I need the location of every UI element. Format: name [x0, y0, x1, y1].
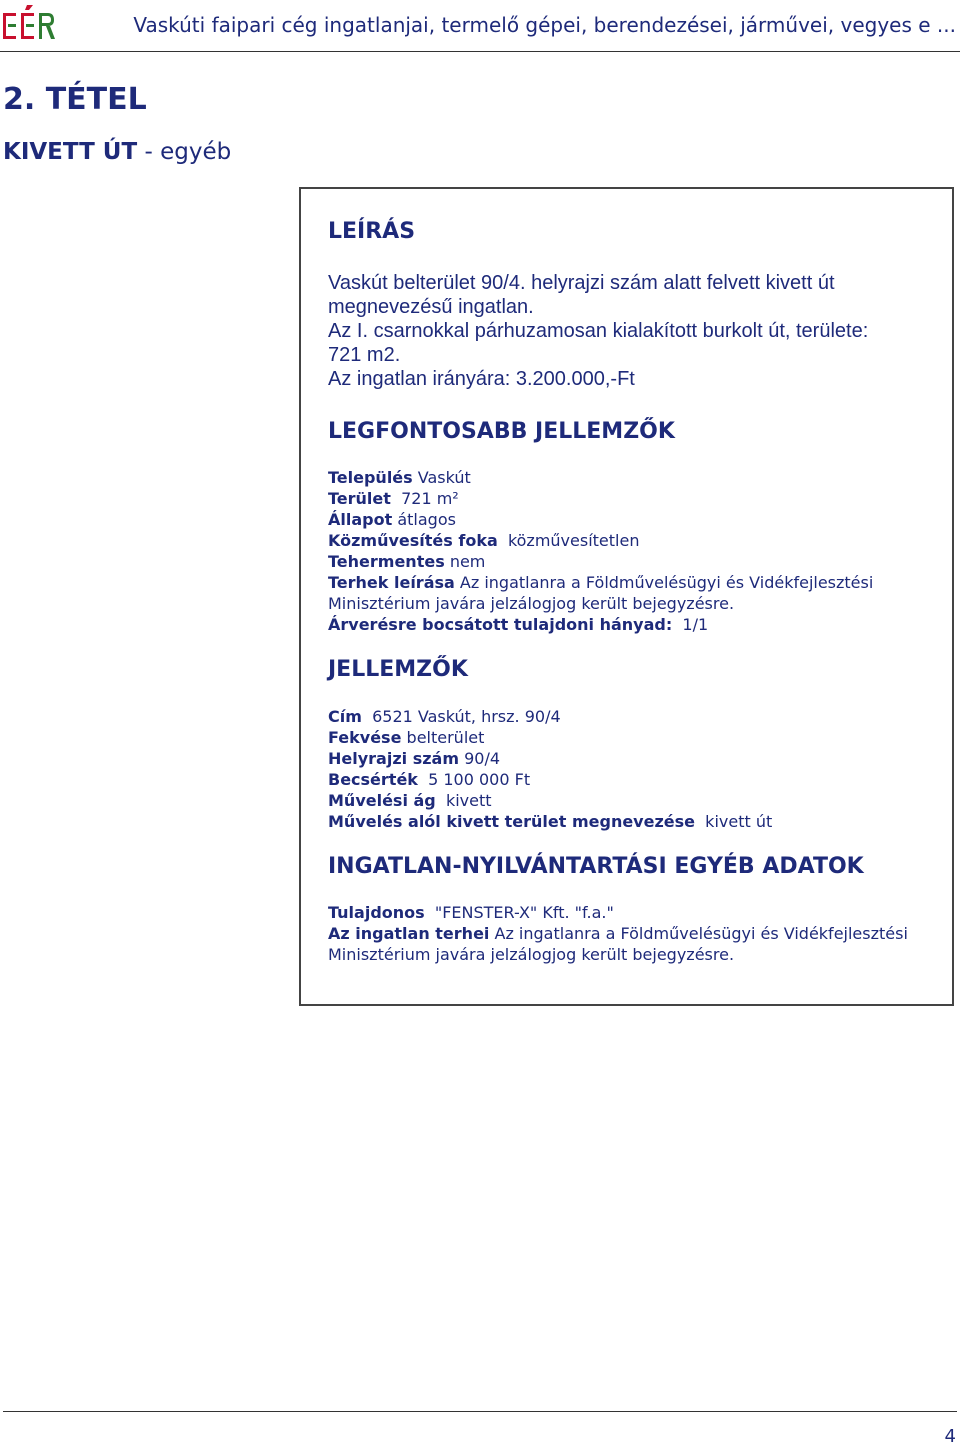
- characteristic-value: kivett: [445, 791, 492, 810]
- description-text: [328, 271, 868, 391]
- characteristic-value: 6521 Vaskút, hrsz. 90/4: [372, 707, 561, 726]
- key-features-list: [328, 467, 873, 635]
- section-heading-leiras: LEÍRÁS: [328, 219, 416, 244]
- lot-subtitle: [3, 139, 231, 165]
- description-line: Az ingatlan irányára: 3.200.000,-Ft: [328, 368, 635, 390]
- feature-value: Az ingatlanra a Földművelésügyi és Vidékfejlesztési: [459, 573, 874, 592]
- characteristic-row: [328, 811, 772, 832]
- feature-key: Állapot: [328, 510, 393, 529]
- registry-row: [328, 902, 908, 923]
- feature-value: Minisztérium javára jelzálogjog került bejegyzésre.: [328, 594, 735, 613]
- feature-row: [328, 467, 873, 488]
- characteristics-list: [328, 706, 772, 832]
- feature-key: Tehermentes: [328, 552, 445, 571]
- feature-key: Terület: [328, 489, 391, 508]
- feature-value: 1/1: [682, 615, 709, 634]
- details-box: [299, 187, 954, 1006]
- header-title: Vaskúti faipari cég ingatlanjai, termelő gépei, berendezései, járművei, vegyes e ...: [133, 13, 956, 37]
- feature-value: Vaskút: [417, 468, 471, 487]
- feature-row: [328, 572, 873, 593]
- registry-list: [328, 902, 908, 965]
- registry-key: Tulajdonos: [328, 903, 425, 922]
- feature-row: [328, 593, 873, 614]
- registry-row: [328, 923, 908, 944]
- registry-row: [328, 944, 908, 965]
- characteristic-value: 5 100 000 Ft: [428, 770, 531, 789]
- characteristic-row: [328, 748, 772, 769]
- page-header: [0, 0, 960, 52]
- registry-key: Az ingatlan terhei: [328, 924, 490, 943]
- feature-value: átlagos: [397, 510, 456, 529]
- lot-number: 2. TÉTEL: [3, 82, 147, 117]
- characteristic-row: [328, 790, 772, 811]
- footer-divider: [3, 1411, 957, 1412]
- eer-logo: [3, 5, 55, 41]
- feature-key: Árverésre bocsátott tulajdoni hányad:: [328, 615, 673, 634]
- registry-value: Az ingatlanra a Földművelésügyi és Vidékfejlesztési: [494, 924, 908, 943]
- lot-type: KIVETT ÚT: [3, 139, 138, 165]
- characteristic-key: Művelési ág: [328, 791, 436, 810]
- characteristic-value: kivett út: [705, 812, 773, 831]
- section-heading-jellemzok: JELLEMZŐK: [328, 657, 468, 682]
- feature-row: [328, 488, 873, 509]
- characteristic-row: [328, 706, 772, 727]
- characteristic-value: belterület: [406, 728, 485, 747]
- characteristic-key: Cím: [328, 707, 362, 726]
- lot-category: - egyéb: [137, 139, 232, 165]
- registry-value: "FENSTER-X" Kft. "f.a.": [434, 903, 614, 922]
- characteristic-key: Művelés alól kivett terület megnevezése: [328, 812, 695, 831]
- feature-value: 721 m²: [401, 489, 459, 508]
- feature-row: [328, 530, 873, 551]
- feature-row: [328, 551, 873, 572]
- feature-value: nem: [449, 552, 486, 571]
- feature-value: közművesítetlen: [507, 531, 640, 550]
- characteristic-key: Helyrajzi szám: [328, 749, 459, 768]
- page-number: 4: [944, 1426, 956, 1447]
- feature-row: [328, 509, 873, 530]
- feature-key: Terhek leírása: [328, 573, 455, 592]
- characteristic-key: Becsérték: [328, 770, 418, 789]
- description-line: Az I. csarnokkal párhuzamosan kialakított burkolt út, területe:: [328, 320, 869, 342]
- description-line: Vaskút belterület 90/4. helyrajzi szám alatt felvett kivett út: [328, 272, 835, 294]
- header-divider: [0, 51, 960, 52]
- feature-row: [328, 614, 873, 635]
- description-line: megnevezésű ingatlan.: [328, 296, 534, 318]
- description-line: 721 m2.: [328, 344, 401, 366]
- registry-value: Minisztérium javára jelzálogjog került bejegyzésre.: [328, 945, 735, 964]
- characteristic-row: [328, 769, 772, 790]
- section-heading-legfontosabb: LEGFONTOSABB JELLEMZŐK: [328, 419, 675, 444]
- characteristic-key: Fekvése: [328, 728, 402, 747]
- characteristic-value: 90/4: [464, 749, 501, 768]
- section-heading-nyilvantartas: INGATLAN-NYILVÁNTARTÁSI EGYÉB ADATOK: [328, 854, 864, 879]
- feature-key: Közművesítés foka: [328, 531, 498, 550]
- feature-key: Település: [328, 468, 413, 487]
- characteristic-row: [328, 727, 772, 748]
